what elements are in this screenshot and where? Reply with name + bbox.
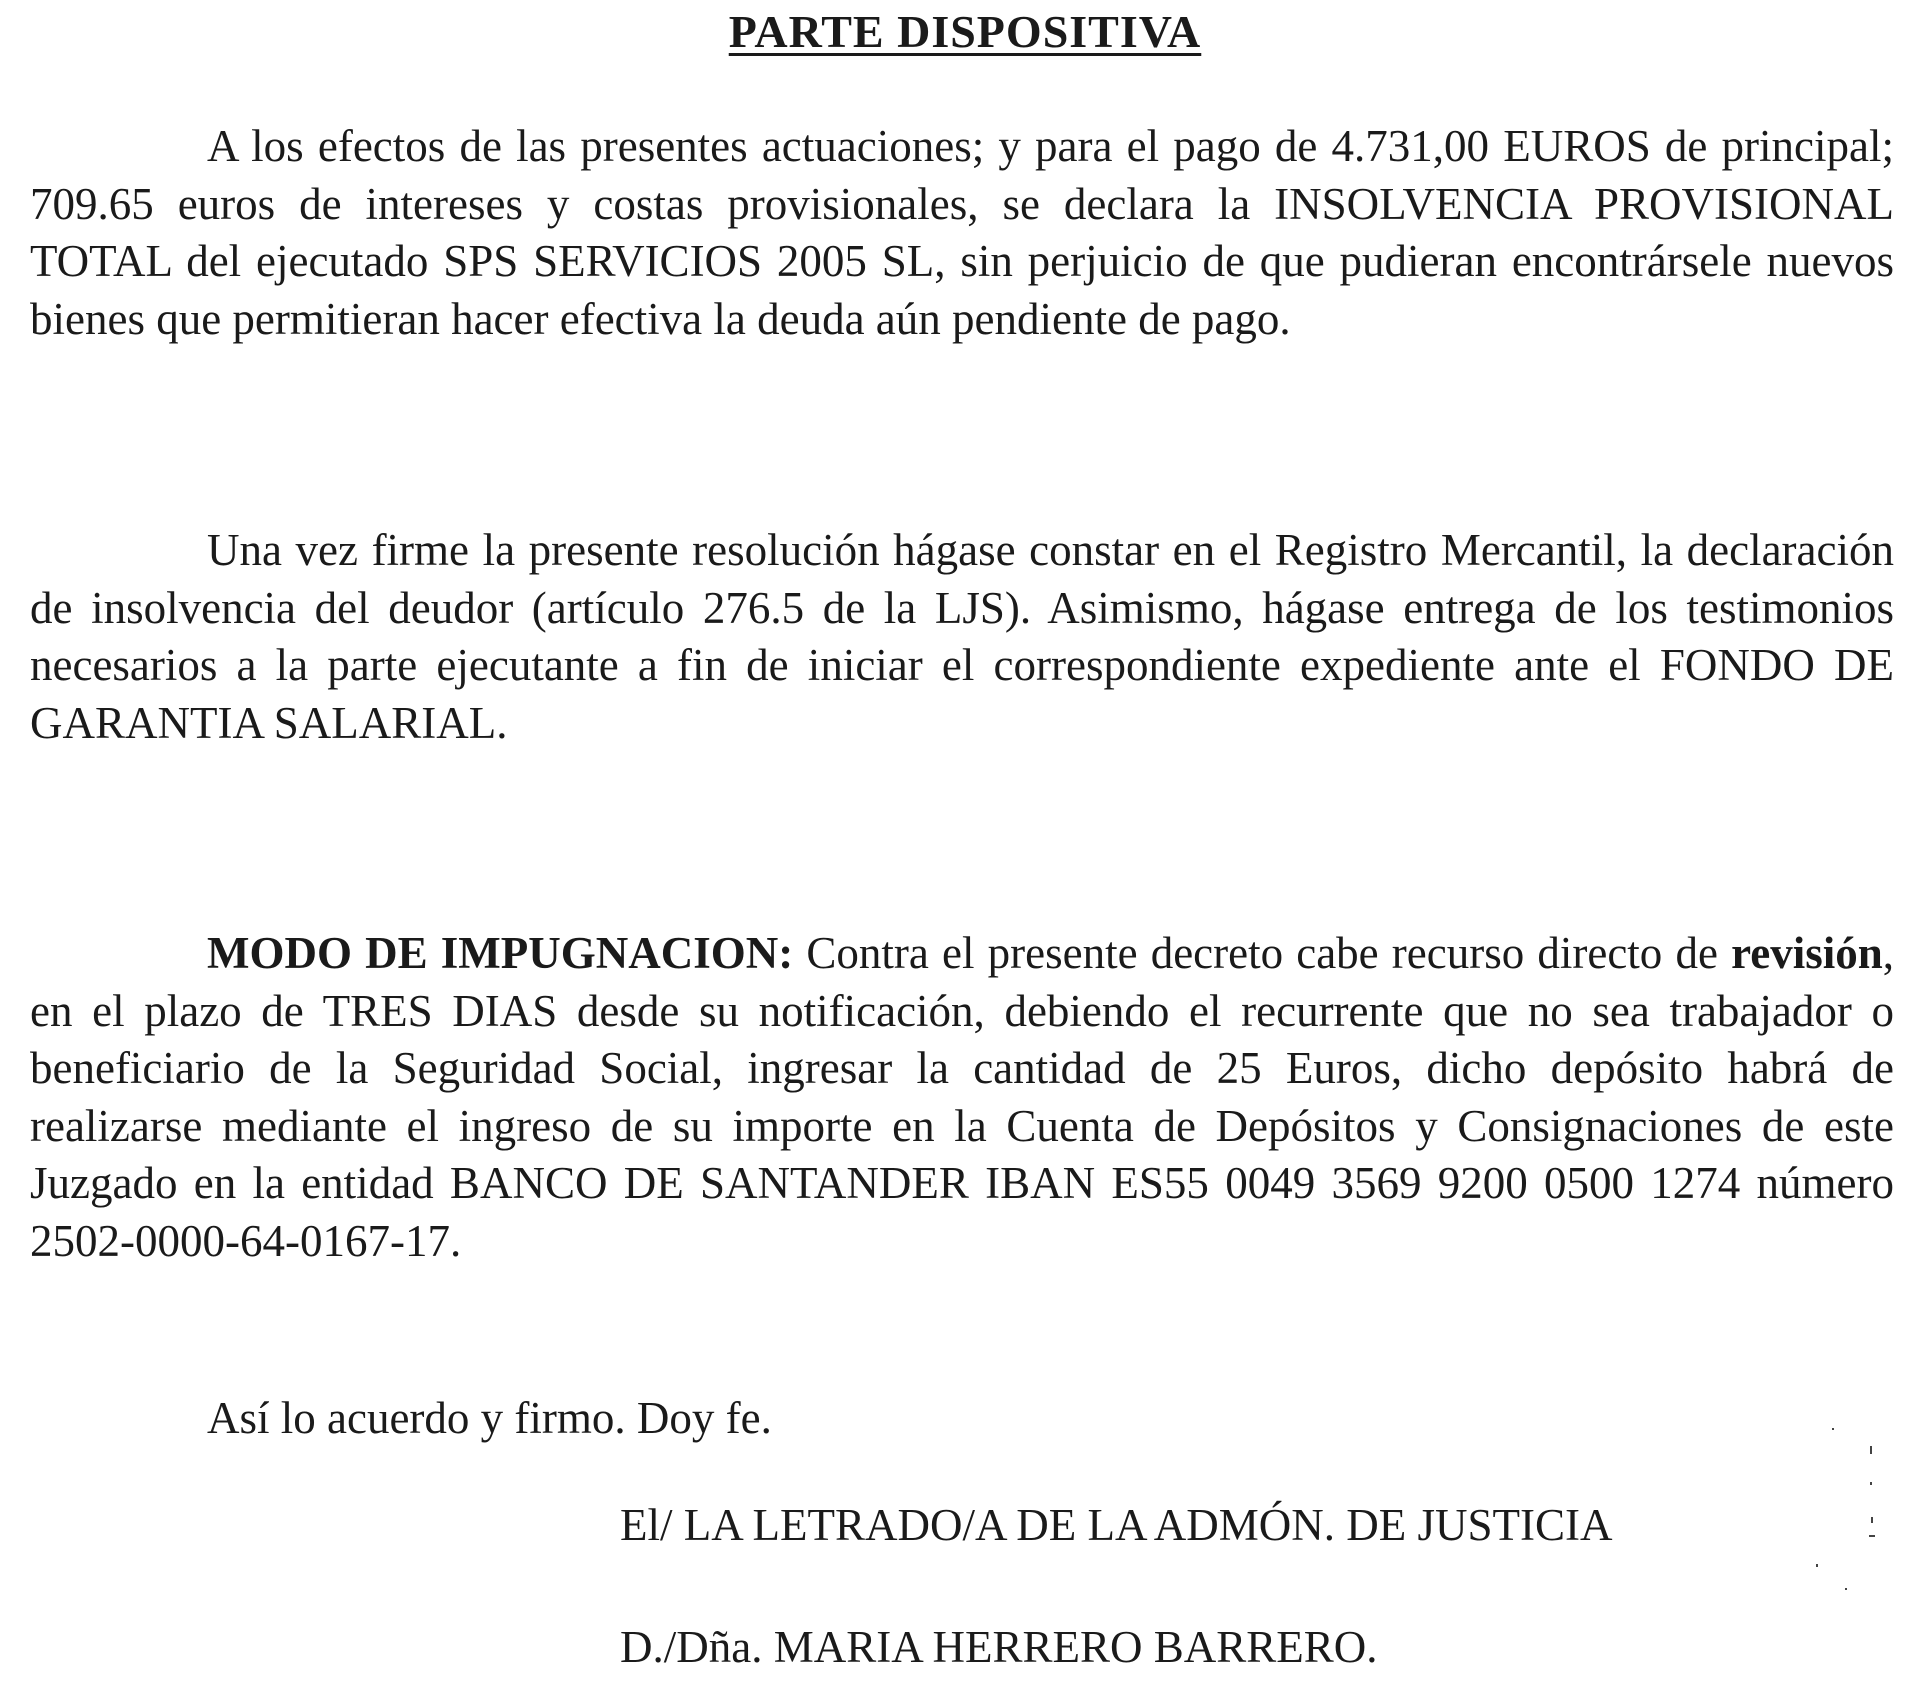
signer-title: El/ LA LETRADO/A DE LA ADMÓN. DE JUSTICIA — [620, 1500, 1613, 1550]
signer-name: D./Dña. MARIA HERRERO BARRERO. — [620, 1622, 1378, 1672]
appeal-method-text-b: , en el plazo de TRES DIAS desde su notificación, debiendo el recurrente que no sea trabajador o beneficiario de la Seguridad Social, ingresar la cantidad de 25 Euros, dicho depósito habrá de realizarse mediante el ingreso de su importe en la Cuenta de Depósitos y Consignaciones de este Juzgado en la entidad BANCO DE SANTANDER IBAN ES55 0049 3569 9200 0500 1274 número 2502-0000-64-0167-17. — [30, 928, 1895, 1266]
scan-specks-decoration — [1770, 1400, 1900, 1620]
paragraph-insolvency-declaration: A los efectos de las presentes actuaciones; y para el pago de 4.731,00 EUROS de principal; 709.65 euros de intereses y costas provisionales, se declara la INSOLVENCIA PROVISIONAL TOTAL del ejecutado SPS SERVICIOS 2005 SL, sin perjuicio de que pudieran encontrársele nuevos bienes que permitieran hacer efectiva la deuda aún pendiente de pago. — [30, 121, 1894, 344]
paragraph-appeal-method — [30, 925, 1894, 1270]
appeal-method-emphasis: revisión — [1731, 928, 1883, 978]
paragraph-registry-notice: Una vez firme la presente resolución hágase constar en el Registro Mercantil, la declaración de insolvencia del deudor (artículo 276.5 de la LJS). Asimismo, hágase entrega de los testimonios necesarios a la parte ejecutante a fin de iniciar el correspondiente expediente ante el FONDO DE GARANTIA SALARIAL. — [30, 525, 1894, 748]
appeal-method-label: MODO DE IMPUGNACION: — [207, 928, 794, 978]
appeal-method-text-a: Contra el presente decreto cabe recurso directo de — [793, 928, 1732, 978]
section-heading — [30, 2, 1900, 62]
section-heading-text: PARTE DISPOSITIVA — [728, 6, 1202, 57]
document-page — [30, 0, 1900, 1688]
closing-statement: Así lo acuerdo y firmo. Doy fe. — [207, 1393, 772, 1443]
